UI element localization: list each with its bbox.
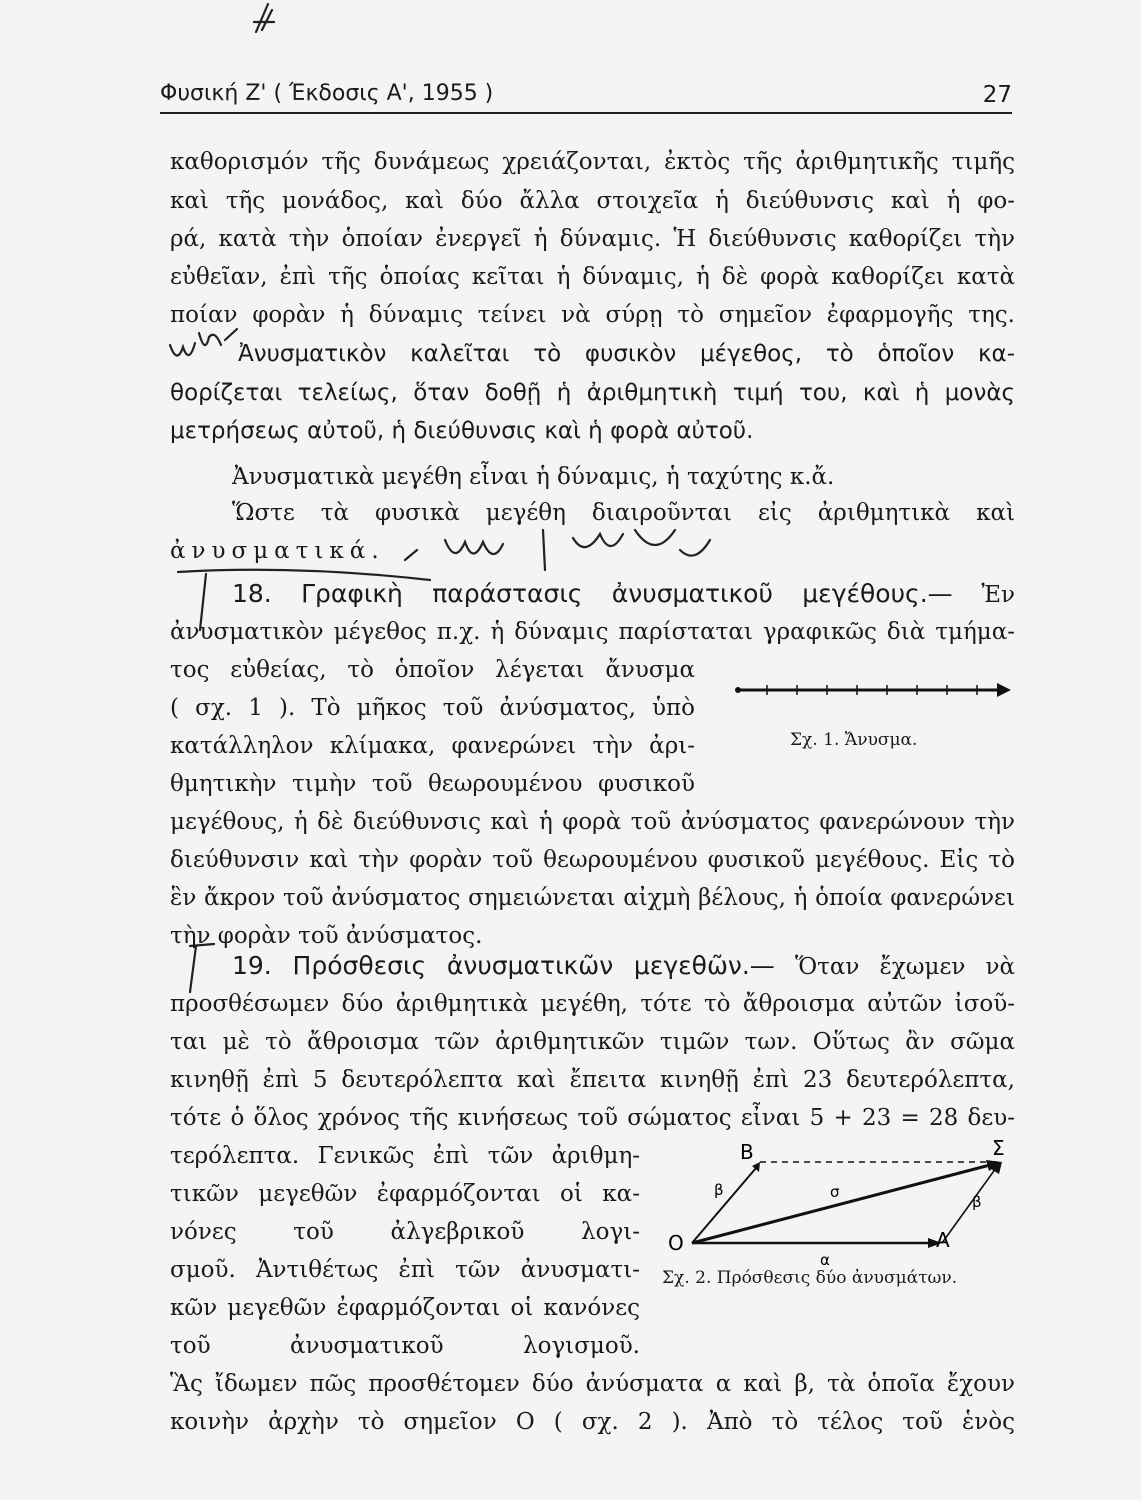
text-line: κῶν μεγεθῶν ἐφαρμόζονται οἱ κανόνες (170, 1295, 640, 1321)
text-line: τοῦ ἀνυσματικοῦ λογισμοῦ. (170, 1333, 640, 1359)
text-line: ἀνυσματικὸν μέγεθος π.χ. ἡ δύναμις παρίσταται γραφικῶς διὰ τμήμα- (170, 619, 1015, 645)
label-b: B (740, 1140, 754, 1164)
text-line: τος εὐθείας, τὸ ὁποῖον λέγεται ἄνυσμα (170, 657, 695, 683)
text-line: τότε ὁ ὅλος χρόνος τῆς κινήσεως τοῦ σώματος εἶναι 5 + 23 = 28 δευ- (170, 1105, 1015, 1131)
page-number: 27 (982, 82, 1012, 108)
handwritten-annotation (395, 520, 795, 575)
header-title: Φυσική Ζ' ( Έκδοσις Α', 1955 ) (160, 81, 494, 106)
text-line: ἓν ἄκρον τοῦ ἀνύσματος σημειώνεται αἰχμὴ βέλους, ἡ ὁποία φανερώνει (170, 885, 1015, 911)
section-18-heading-line (232, 576, 1015, 612)
section-19-heading: 19. Πρόσθεσις ἀνυσματικῶν μεγεθῶν.— (232, 951, 775, 980)
text-line: Ἀνυσματικὸν καλεῖται τὸ φυσικὸν μέγεθος, τὸ ὁποῖον κα- (238, 341, 1015, 367)
text-line: Ὥστε τὰ φυσικὰ μεγέθη διαιροῦνται εἰς ἀριθμητικὰ καὶ (232, 500, 1015, 526)
label-alpha: α (820, 1251, 830, 1269)
text-line: Ἃς ἴδωμεν πῶς προσθέτομεν δύο ἀνύσματα α καὶ β, τὰ ὁποῖα ἔχουν (170, 1371, 1015, 1397)
label-o: O (668, 1231, 684, 1255)
text-line: νόνες τοῦ ἀλγεβρικοῦ λογι- (170, 1219, 640, 1245)
text-line: ποίαν φορὰν ἡ δύναμις τείνει νὰ σύρῃ τὸ σημεῖον ἐφαρμογῆς της. (170, 302, 1015, 328)
handwritten-mark-top (248, 0, 278, 40)
text-line: ρά, κατὰ τὴν ὁποίαν ἐνεργεῖ ἡ δύναμις. Ἡ διεύθυνσις καθορίζει τὴν (170, 226, 1015, 252)
text-line: καθορισμόν τῆς δυνάμεως χρειάζονται, ἐκτὸς τῆς ἀριθμητικῆς τιμῆς (170, 149, 1015, 175)
text-line: ( σχ. 1 ). Τὸ μῆκος τοῦ ἀνύσματος, ὑπὸ (170, 695, 695, 721)
text-line: κατάλληλον κλίμακα, φανερώνει τὴν ἀρι- (170, 733, 695, 759)
section-19-heading-line (232, 948, 1015, 984)
label-sigma: Σ (992, 1136, 1005, 1160)
figure-1-caption: Σχ. 1. Ἄνυσμα. (790, 730, 918, 750)
text-fragment: Ὅταν ἔχωμεν νὰ (794, 954, 1016, 980)
section-18-heading: 18. Γραφικὴ παράστασις ἀνυσματικοῦ μεγέθους.— (232, 579, 953, 608)
text-line: τερόλεπτα. Γενικῶς ἐπὶ τῶν ἀριθμη- (170, 1143, 640, 1169)
label-sigma-small: σ (830, 1183, 840, 1201)
text-fragment: Ἐν (981, 582, 1015, 608)
label-beta-right: β (972, 1193, 982, 1211)
running-header (160, 78, 1012, 114)
text-line: θορίζεται τελείως, ὅταν δοθῇ ἡ ἀριθμητικὴ τιμή του, καὶ ἡ μονὰς (170, 380, 1015, 406)
text-line: προσθέσωμεν δύο ἀριθμητικὰ μεγέθη, τότε τὸ ἄθροισμα αὐτῶν ἰσοῦ- (170, 991, 1015, 1017)
text-line: σμοῦ. Ἀντιθέτως ἐπὶ τῶν ἀνυσματι- (170, 1257, 640, 1283)
text-line: ἀνυσματικά. (170, 538, 385, 564)
text-line: κοινὴν ἀρχὴν τὸ σημεῖον Ο ( σχ. 2 ). Ἀπὸ τὸ τέλος τοῦ ἑνὸς (170, 1409, 1015, 1435)
text-line: κινηθῇ ἐπὶ 5 δευτερόλεπτα καὶ ἔπειτα κινηθῇ ἐπὶ 23 δευτερόλεπτα, (170, 1067, 1015, 1093)
text-line: ται μὲ τὸ ἄθροισμα τῶν ἀριθμητικῶν τιμῶν των. Οὕτως ἂν σῶμα (170, 1029, 1015, 1055)
text-line: εὐθεῖαν, ἐπὶ τῆς ὁποίας κεῖται ἡ δύναμις, ἡ δὲ φορὰ καθορίζει κατὰ (170, 264, 1015, 290)
text-line: τικῶν μεγεθῶν ἐφαρμόζονται οἱ κα- (170, 1181, 640, 1207)
text-line: θμητικὴν τιμὴν τοῦ θεωρουμένου φυσικοῦ (170, 771, 695, 797)
figure-2-caption: Σχ. 2. Πρόσθεσις δύο ἀνυσμάτων. (662, 1268, 958, 1288)
figure-2-vector-sum (660, 1135, 1015, 1270)
text-line: τὴν φορὰν τοῦ ἀνύσματος. (170, 923, 483, 949)
handwritten-annotation (165, 325, 245, 370)
label-a: A (936, 1228, 950, 1252)
text-line: διεύθυνσιν καὶ τὴν φορὰν τοῦ θεωρουμένου φυσικοῦ μεγέθους. Εἰς τὸ (170, 847, 1015, 873)
text-line: μετρήσεως αὐτοῦ, ἡ διεύθυνσις καὶ ἡ φορὰ αὐτοῦ. (170, 418, 754, 444)
label-beta-left: β (714, 1181, 724, 1199)
text-line: μεγέθους, ἡ δὲ διεύθυνσις καὶ ἡ φορὰ τοῦ ἀνύσματος φανερώνουν τὴν (170, 809, 1015, 835)
text-line: καὶ τῆς μονάδος, καὶ δύο ἄλλα στοιχεῖα ἡ διεύθυνσις καὶ ἡ φο- (170, 188, 1015, 214)
text-line: Ἀνυσματικὰ μεγέθη εἶναι ἡ δύναμις, ἡ ταχύτης κ.ἄ. (232, 464, 835, 490)
